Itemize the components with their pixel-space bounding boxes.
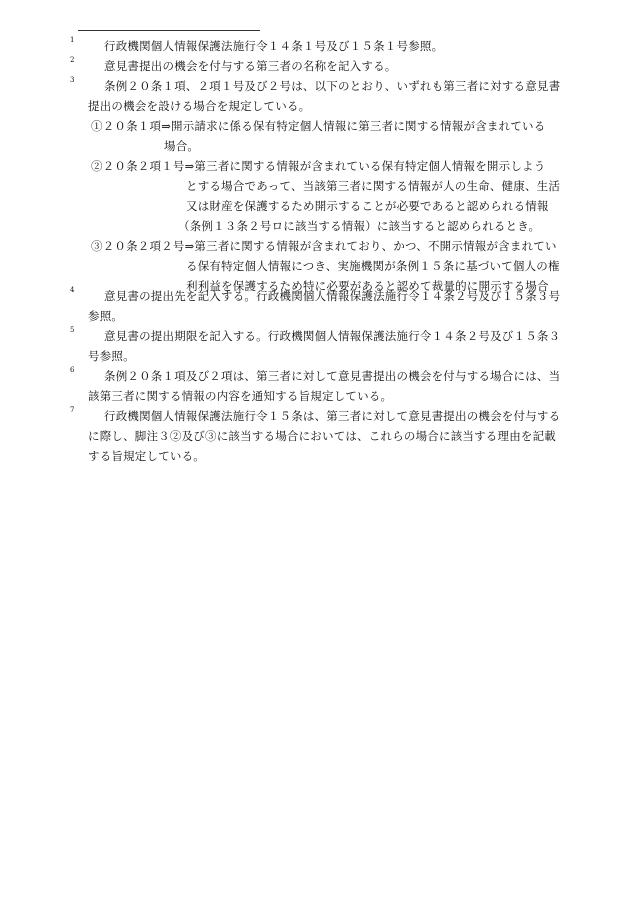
footnote-list-item-2-line: 又は財産を保護するため開示することが必要であると認められる情報: [186, 199, 549, 213]
footnote-number: 5: [70, 326, 75, 334]
footnote-list-item-2-line: （条例１３条２号ロに該当する情報）に該当すると認められるとき。: [178, 219, 541, 233]
footnote-list-item-3-line: ③２０条２項２号⇒第三者に関する情報が含まれており、かつ、不開示情報が含まれてい: [91, 239, 557, 253]
footnote-text-line: 号参照。: [88, 349, 135, 363]
footnote-list-item-3-line: 利利益を保護するため特に必要があると認めて裁量的に開示する場合: [186, 279, 549, 293]
footnote-text-line: に際し、脚注３②及び③に該当する場合においては、これらの場合に該当する理由を記載: [88, 429, 556, 443]
footnote-separator-rule: [78, 30, 260, 31]
footnote-number: 1: [70, 36, 75, 44]
footnote-list-item-3-line: る保有特定個人情報につき、実施機関が条例１５条に基づいて個人の権: [186, 259, 560, 273]
footnote-text-line: 条例２０条１項、２項１号及び２号は、以下のとおり、いずれも第三者に対する意見書: [104, 79, 561, 93]
footnote-list-item-1-line: ①２０条１項⇒開示請求に係る保有特定個人情報に第三者に関する情報が含まれている: [91, 119, 546, 133]
footnote-number: 7: [70, 406, 75, 414]
footnote-list-item-1-line: 場合。: [164, 139, 200, 153]
footnote-text-line: 意見書の提出先を記入する。行政機関個人情報保護法施行令１４条２号及び１５条３号: [104, 289, 561, 303]
footnote-text-line: 提出の機会を設ける場合を規定している。: [88, 99, 311, 113]
footnote-list-item-2-line: とする場合であって、当該第三者に関する情報が人の生命、健康、生活: [186, 179, 561, 193]
footnote-text-line: 該第三者に関する情報の内容を通知する旨規定している。: [88, 389, 393, 403]
footnote-text-line: 参照。: [88, 309, 124, 323]
footnote-number: 6: [70, 366, 75, 374]
footnote-text-line: する旨規定している。: [88, 449, 205, 463]
footnote-number: 2: [70, 56, 75, 64]
footnote-text-line: 意見書の提出期限を記入する。行政機関個人情報保護法施行令１４条２号及び１５条３: [104, 329, 561, 343]
footnote-text: 行政機関個人情報保護法施行令１４条１号及び１５条１号参照。: [104, 39, 444, 53]
footnote-text-line: 条例２０条１項及び２項は、第三者に対して意見書提出の機会を付与する場合には、当: [104, 369, 561, 383]
footnote-text: 意見書提出の機会を付与する第三者の名称を記入する。: [104, 59, 397, 73]
footnote-list-item-2-line: ②２０条２項１号⇒第三者に関する情報が含まれている保有特定個人情報を開示しよう: [91, 159, 546, 173]
footnote-number: 3: [70, 76, 75, 84]
footnote-number: 4: [70, 286, 75, 294]
footnote-text-line: 行政機関個人情報保護法施行令１５条は、第三者に対して意見書提出の機会を付与する: [104, 409, 561, 423]
